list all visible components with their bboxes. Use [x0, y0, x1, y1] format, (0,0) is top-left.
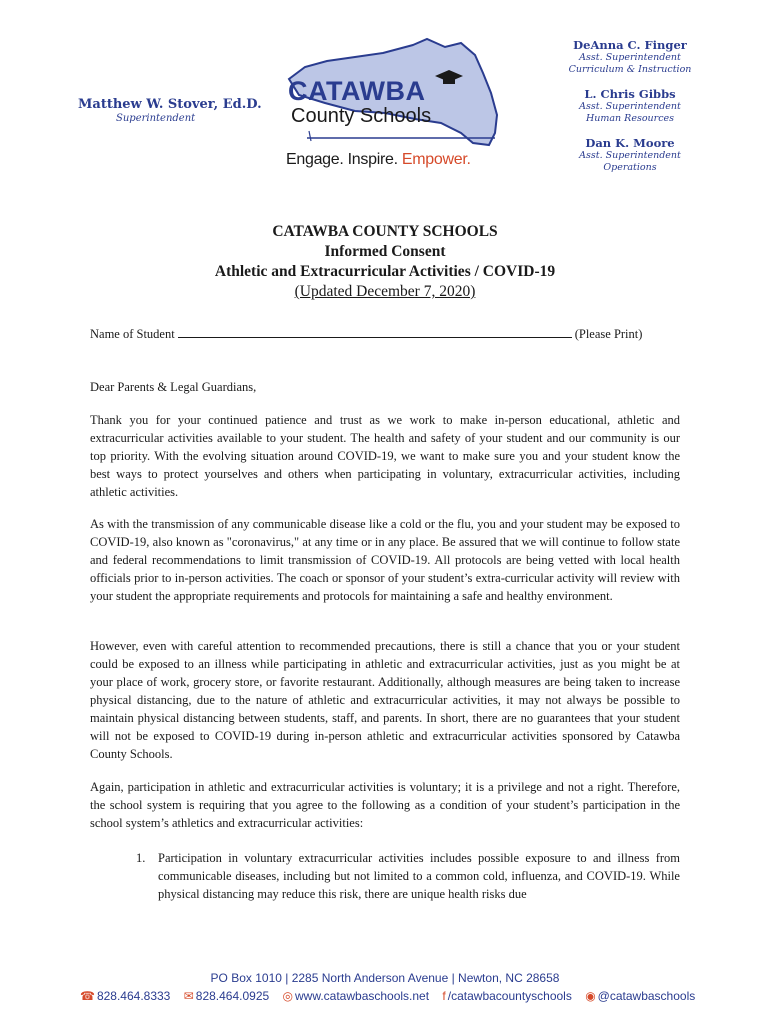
staff-name: DeAnna C. Finger [573, 38, 687, 52]
heading-updated: (Updated December 7, 2020) [294, 283, 476, 300]
footer-website[interactable] [283, 989, 430, 1003]
logo-wordmark: CATAWBA [288, 76, 426, 106]
superintendent-title: Superintendent [116, 113, 196, 124]
asst-supt-curriculum [560, 38, 700, 76]
tagline [286, 151, 471, 169]
student-name-line [90, 325, 642, 342]
heading-title: Informed Consent [324, 243, 446, 260]
footer-phone [80, 989, 170, 1003]
document-heading [0, 222, 770, 302]
fax-icon: ✉ [183, 989, 194, 1003]
item-text: Participation in voluntary extracurricular activities includes possible exposure to and illness from communicable diseases, including but not limited to a common cold, influenza, and COVID-19. While physical distancing may reduce this risk, there are unique health risks due [158, 851, 680, 901]
student-name-label: Name of Student [90, 327, 175, 341]
staff-dept: Curriculum & Instruction [568, 64, 692, 75]
phone-icon: ☎ [80, 989, 95, 1003]
staff-title: Asst. Superintendent [579, 52, 681, 63]
salutation: Dear Parents & Legal Guardians, [90, 380, 257, 394]
facebook-link[interactable]: /catawbacountyschools [447, 989, 572, 1003]
globe-icon: ◎ [282, 989, 293, 1003]
social-handle[interactable]: @catawbaschools [597, 989, 696, 1003]
at-icon: ◉ [585, 989, 596, 1003]
superintendent-name: Matthew W. Stover, Ed.D. [78, 97, 262, 112]
phone-number: 828.464.8333 [96, 989, 171, 1003]
footer-address: PO Box 1010 | 2285 North Anderson Avenue | Newton, NC 28658 [210, 971, 560, 985]
website-link[interactable]: www.catawbaschools.net [295, 989, 430, 1003]
student-name-hint: (Please Print) [574, 327, 643, 341]
tagline-accent: Empower. [401, 151, 471, 168]
paragraph-intro: Thank you for your continued patience and trust as we work to make in-person educational, athletic and extracurricular activities available to your student. The health and safety of your student and our community is our top priority. With the evolving situation around COVID-19, we want to make sure you and your student know the best ways to protect yourselves and others when participating in voluntary, extracurricular activities, including athletic activities. [90, 413, 680, 499]
heading-subtitle: Athletic and Extracurricular Activities / COVID-19 [214, 263, 556, 280]
asst-supt-operations [560, 136, 700, 174]
staff-dept: Human Resources [585, 113, 675, 124]
paragraph-precautions: However, even with careful attention to recommended precautions, there is still a chance that you or your student could be exposed to an illness while participating in athletic and extracurricular activities, just as you might be at your place of work, grocery store, or favorite restaurant. Additionally, although measures are being taken to increase physical distancing, due to the nature of athletic and extracurricular activities, it may not always be possible to maintain physical distancing between students, staff, and parents. In short, there are no guarantees that your student will not be exposed to COVID-19 during in-person athletic and extracurricular activities sponsored by Catawba County Schools. [90, 639, 680, 761]
footer-facebook[interactable] [442, 989, 571, 1003]
footer-social[interactable] [585, 989, 695, 1003]
logo-subtitle: County Schools [291, 105, 432, 127]
facebook-icon: f [442, 989, 446, 1003]
footer-fax [184, 989, 269, 1003]
staff-dept: Operations [603, 162, 657, 173]
staff-title: Asst. Superintendent [579, 150, 681, 161]
item-number: 1. [136, 851, 146, 865]
staff-name: Dan K. Moore [585, 136, 675, 150]
staff-title: Asst. Superintendent [579, 101, 681, 112]
tagline-text: Engage. Inspire. [286, 151, 402, 168]
asst-supt-hr [560, 87, 700, 125]
superintendent-block [78, 97, 262, 124]
paragraph-voluntary: Again, participation in athletic and extracurricular activities is voluntary; it is a privilege and not a right. Therefore, the school system is requiring that you agree to the following as a condition of your student’s participation in the school system’s athletics and extracurricular activities: [90, 780, 680, 830]
numbered-item [136, 849, 680, 903]
fax-number: 828.464.0925 [195, 989, 270, 1003]
paragraph-transmission: As with the transmission of any communicable disease like a cold or the flu, you and your student may be exposed to COVID-19, also known as "coronavirus," at any time or in any place. Be assured that we will continue to follow state and federal recommendations to limit transmission of COVID-19. All protocols are being vetted with local health officials prior to in-person activities. The coach or sponsor of your student’s extra-curricular activity will review with your student the appropriate requirements and protocols for maintaining a safe and healthy environment. [90, 517, 680, 603]
staff-name: L. Chris Gibbs [584, 87, 676, 101]
student-name-field[interactable] [178, 325, 572, 338]
footer-contacts [80, 989, 705, 1003]
heading-org: CATAWBA COUNTY SCHOOLS [272, 223, 498, 240]
